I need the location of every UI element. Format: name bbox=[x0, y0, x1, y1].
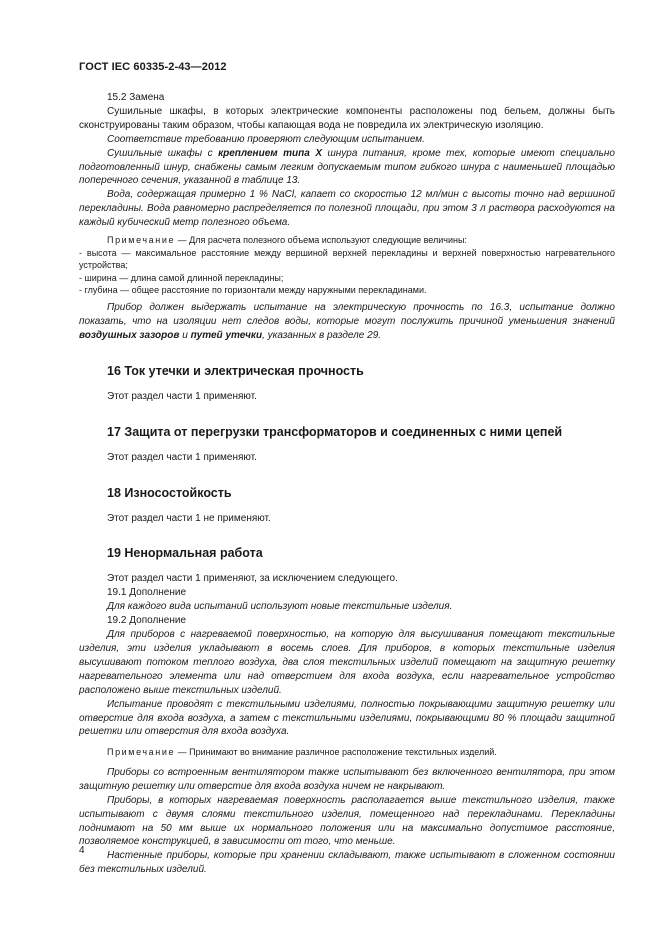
section-16-text: Этот раздел части 1 применяют. bbox=[107, 390, 257, 402]
clause-15-2-title: 15.2 Замена bbox=[107, 92, 165, 103]
page-body bbox=[79, 91, 615, 877]
text-run: Сушильные шкафы с bbox=[107, 147, 219, 159]
note-volume bbox=[79, 234, 615, 247]
section-18-heading: 18 Износостойкость bbox=[107, 485, 232, 500]
test-paragraph-cord bbox=[79, 147, 615, 189]
clause-19-2-paragraph-4: Приборы, в которых нагреваемая поверхность располагается выше текстильного изделия, также испытывают с двумя слоями текстильного изделия, помещенного над перекладинами. Перекладины поднимают на 50 мм выше их нормального положения или на максимально допустимое расстояние, позволяемое конструкцией, в зависимости от того, что меньше. bbox=[79, 794, 615, 848]
test-paragraph-water: Вода, содержащая примерно 1 % NaCl, капает со скоростью 12 мл/мин с высоты точно над вершиной перекладины. Вода равномерно распределяется по полезной площади, при этом 3 л раствора расходуются на каждый кубический метр полезного объема. bbox=[79, 189, 615, 229]
clause-19-2-paragraph-5: Настенные приборы, которые при хранении складывают, также испытывают в сложенном состоянии без текстильных изделий. bbox=[79, 850, 615, 876]
page-number: 4 bbox=[79, 845, 85, 856]
note-label: Примечание bbox=[107, 747, 176, 758]
standard-header: ГОСТ IEC 60335-2-43—2012 bbox=[79, 61, 227, 73]
text-run: , указанных в разделе 29. bbox=[262, 329, 382, 341]
text-run: Прибор должен выдержать испытание на электрическую прочность по 16.3, испытание должно показать, что на изоляции нет следов воды, которые могут послужить причиной уменьшения значений bbox=[79, 302, 615, 327]
clause-19-2-paragraph-3: Приборы со встроенным вентилятором также испытывают без включенного вентилятора, при этом защитную решетку или отверстие для входа воздуха ничем не накрывают. bbox=[79, 766, 615, 792]
note-item-depth: - глубина — общее расстояние по горизонтали между наружными перекладинами. bbox=[79, 285, 427, 296]
defined-term-clearances: воздушных зазоров bbox=[79, 329, 180, 341]
defined-term-creepage: путей утечки bbox=[190, 329, 263, 341]
note-label: Примечание bbox=[107, 235, 176, 246]
test-paragraph-electric-strength bbox=[79, 301, 615, 343]
clause-19-2-paragraph-1: Для приборов с нагреваемой поверхностью, на которую для высушивания помещают текстильные изделия, эти изделия укладывают в восемь слоев. Для приборов, в которых текстильные изделия высушивают потоком теплого воздуха, два слоя текстильных изделий помещают на защитную решетку нагревательного элемента или над отверстием для входа воздуха, если нагревательное устройство расположено выше текстильных изделий. bbox=[79, 629, 615, 696]
section-17-text: Этот раздел части 1 применяют. bbox=[107, 451, 257, 463]
note-textiles bbox=[79, 746, 615, 759]
clause-15-2-paragraph: Сушильные шкафы, в которых электрические компоненты расположены под бельем, должны быть сконструированы таким образом, чтобы капающая вода не повредила их электрическую изоляцию. bbox=[79, 105, 615, 131]
compliance-statement: Соответствие требованию проверяют следующим испытанием. bbox=[107, 133, 425, 145]
note-item-width: - ширина — длина самой длинной перекладины; bbox=[79, 272, 284, 283]
text-run: шнура питания, кроме тех, которые имеют специально подготовленный шнур, снабжены самым легким допускаемым типом гибкого шнура с наименьшей площадью поперечного сечения, указанной в таблице 13. bbox=[79, 147, 615, 187]
clause-19-2-paragraph-2: Испытание проводят с текстильными изделиями, полностью покрывающими защитную решетку или отверстие для входа воздуха, а затем с текстильными изделиями, покрывающими 80 % площади защитной решетки или отверстия для входа воздуха. bbox=[79, 698, 615, 738]
clause-19-1-title: 19.1 Дополнение bbox=[107, 587, 187, 599]
section-19-intro: Этот раздел части 1 применяют, за исключением следующего. bbox=[107, 573, 398, 585]
section-19-heading: 19 Ненормальная работа bbox=[107, 546, 263, 561]
clause-19-1-text: Для каждого вида испытаний используют новые текстильные изделия. bbox=[107, 601, 453, 613]
note-item-height: - высота — максимальное расстояние между вершиной верхней перекладины и верхней поверхностью нагревательного устройства; bbox=[79, 247, 615, 271]
clause-19-2-title: 19.2 Дополнение bbox=[107, 615, 187, 627]
defined-term-type-x: креплением типа X bbox=[218, 147, 322, 159]
text-run: и bbox=[179, 329, 191, 341]
note-text: — Для расчета полезного объема используют следующие величины: bbox=[175, 235, 467, 246]
section-17-heading: 17 Защита от перегрузки трансформаторов и соединенных с ними цепей bbox=[107, 424, 563, 439]
section-16-heading: 16 Ток утечки и электрическая прочность bbox=[107, 363, 364, 378]
section-18-text: Этот раздел части 1 не применяют. bbox=[107, 512, 271, 524]
note-text: — Принимают во внимание различное расположение текстильных изделий. bbox=[175, 747, 497, 758]
